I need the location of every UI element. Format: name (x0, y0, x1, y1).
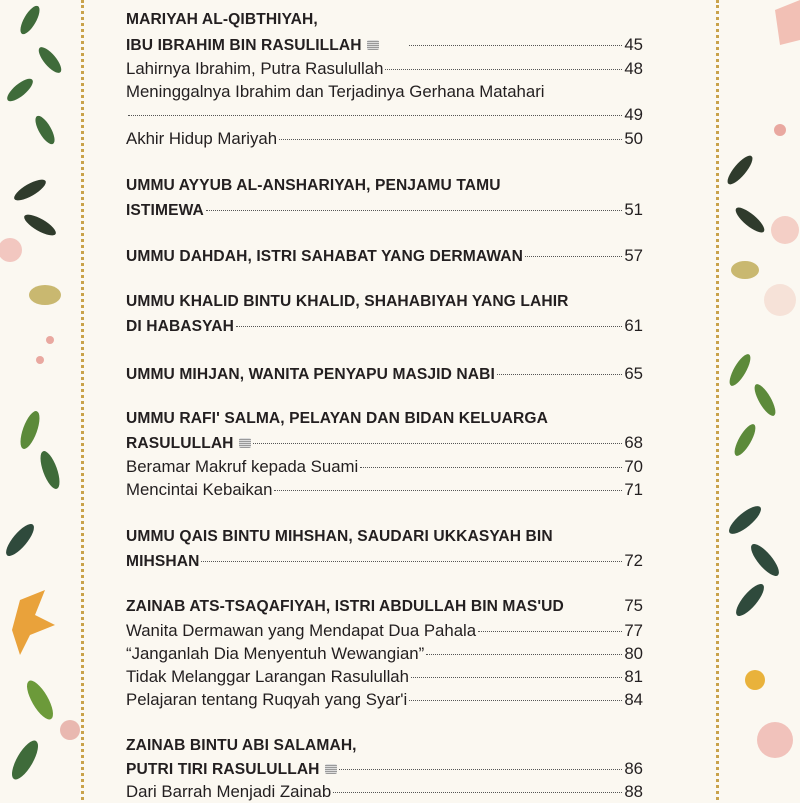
dot-leader (128, 115, 622, 116)
dot-leader (236, 326, 622, 327)
toc-subheading-row[interactable] (126, 620, 643, 642)
toc-heading-row[interactable] (126, 175, 643, 197)
dot-leader (201, 561, 622, 562)
toc-entry-title: RASULULLAH (126, 435, 234, 452)
toc-entry-title: UMMU QAIS BINTU MIHSHAN, SAUDARI UKKASYAH BIN (126, 528, 553, 545)
toc-entry-title: ZAINAB BINTU ABI SALAMAH, (126, 737, 357, 754)
toc-page-number: 77 (624, 621, 643, 640)
toc-subheading-row[interactable] (126, 643, 643, 665)
toc-entry-title: MIHSHAN (126, 553, 200, 570)
toc-entry-title: UMMU MIHJAN, WANITA PENYAPU MASJID NABI (126, 366, 495, 383)
toc-subheading-row[interactable] (126, 104, 643, 126)
toc-page-number: 48 (624, 59, 643, 78)
toc-subheading-row[interactable] (126, 81, 643, 103)
floral-border-left (0, 0, 80, 800)
toc-entry-title: Meninggalnya Ibrahim dan Terjadinya Gerhana Matahari (126, 82, 545, 101)
toc-page-number: 70 (624, 457, 643, 476)
toc-entry-title: Dari Barrah Menjadi Zainab (126, 782, 332, 801)
dot-leader (409, 700, 622, 701)
toc-entry-title: Mencintai Kebaikan (126, 480, 273, 499)
toc-subheading-row[interactable] (126, 666, 643, 688)
dotted-border-right (716, 0, 719, 800)
toc-page-number: 61 (624, 316, 643, 335)
toc-heading-row[interactable] (126, 735, 643, 757)
toc-entry-title: UMMU RAFI' SALMA, PELAYAN DAN BIDAN KELUARGA (126, 410, 548, 427)
toc-entry-title: Wanita Dermawan yang Mendapat Dua Pahala (126, 621, 477, 640)
toc-page-number: 71 (624, 480, 643, 499)
toc-heading-row[interactable] (126, 408, 643, 430)
dot-leader (497, 374, 622, 375)
toc-entry-title: IBU IBRAHIM BIN RASULILLAH (126, 37, 362, 54)
toc-entry-title: “Janganlah Dia Menyentuh Wewangian” (126, 644, 425, 663)
dot-leader (360, 467, 622, 468)
toc-heading-row[interactable] (126, 550, 643, 572)
dot-leader (206, 210, 622, 211)
dot-leader (411, 677, 622, 678)
toc-heading-row[interactable] (126, 291, 643, 313)
toc-entry-title: DI HABASYAH (126, 318, 234, 335)
dot-leader (333, 792, 622, 793)
toc-entry-title: Akhir Hidup Mariyah (126, 129, 278, 148)
toc-subheading-row[interactable] (126, 58, 643, 80)
toc-entry-title: MARIYAH AL-QIBTHIYAH, (126, 11, 318, 28)
toc-page-number: 86 (624, 759, 643, 778)
floral-border-right (720, 0, 800, 800)
dot-leader (253, 443, 623, 444)
dot-leader (385, 69, 622, 70)
salawat-icon (325, 764, 337, 774)
toc-page-number: 45 (624, 35, 643, 54)
dot-leader (339, 769, 623, 770)
salawat-icon (367, 40, 379, 50)
toc-heading-row[interactable] (126, 363, 643, 385)
toc-heading-row[interactable] (126, 758, 643, 780)
dot-leader (426, 654, 622, 655)
dot-leader (274, 490, 622, 491)
dot-leader (525, 256, 622, 257)
toc-entry-title: Lahirnya Ibrahim, Putra Rasulullah (126, 59, 384, 78)
toc-entry-title: UMMU KHALID BINTU KHALID, SHAHABIYAH YANG LAHIR (126, 293, 569, 310)
toc-entry-title: ISTIMEWA (126, 202, 204, 219)
toc-page-number: 50 (624, 129, 643, 148)
toc-page-number: 68 (624, 433, 643, 452)
toc-subheading-row[interactable] (126, 479, 643, 501)
toc-page-number: 81 (624, 667, 643, 686)
toc-subheading-row[interactable] (126, 128, 643, 150)
toc-entry-title: Beramar Makruf kepada Suami (126, 457, 359, 476)
toc-subheading-row[interactable] (126, 689, 643, 711)
toc-entry-title: Pelajaran tentang Ruqyah yang Syar'i (126, 690, 408, 709)
toc-heading-row[interactable] (126, 199, 643, 221)
toc-heading-row[interactable] (126, 595, 643, 617)
toc-page-number: 65 (624, 364, 643, 383)
toc-heading-row[interactable] (126, 526, 643, 548)
toc-entry-title: UMMU AYYUB AL-ANSHARIYAH, PENJAMU TAMU (126, 177, 501, 194)
toc-page-number: 72 (624, 551, 643, 570)
salawat-icon (239, 438, 251, 448)
table-of-contents (126, 0, 643, 800)
toc-entry-title: UMMU DAHDAH, ISTRI SAHABAT YANG DERMAWAN (126, 248, 524, 265)
toc-page-number: 88 (624, 782, 643, 801)
dot-leader (279, 139, 622, 140)
toc-page-number: 84 (624, 690, 643, 709)
toc-page-number: 51 (624, 200, 643, 219)
toc-heading-row[interactable] (126, 315, 643, 337)
toc-heading-row[interactable] (126, 9, 643, 31)
toc-page-number: 80 (624, 644, 643, 663)
dot-leader (409, 45, 623, 46)
toc-subheading-row[interactable] (126, 456, 643, 478)
toc-entry-title: Tidak Melanggar Larangan Rasulullah (126, 667, 409, 686)
toc-page-number: 49 (624, 105, 643, 124)
toc-entry-title: PUTRI TIRI RASULULLAH (126, 761, 320, 778)
dotted-border-left (81, 0, 84, 800)
dot-leader (478, 631, 622, 632)
toc-entry-title: ZAINAB ATS-TSAQAFIYAH, ISTRI ABDULLAH BIN MAS'UD (126, 598, 564, 615)
toc-page-number: 75 (624, 596, 643, 615)
toc-heading-row[interactable] (126, 245, 643, 267)
toc-page-number: 57 (624, 246, 643, 265)
toc-heading-row[interactable] (126, 34, 643, 56)
toc-heading-row[interactable] (126, 432, 643, 454)
